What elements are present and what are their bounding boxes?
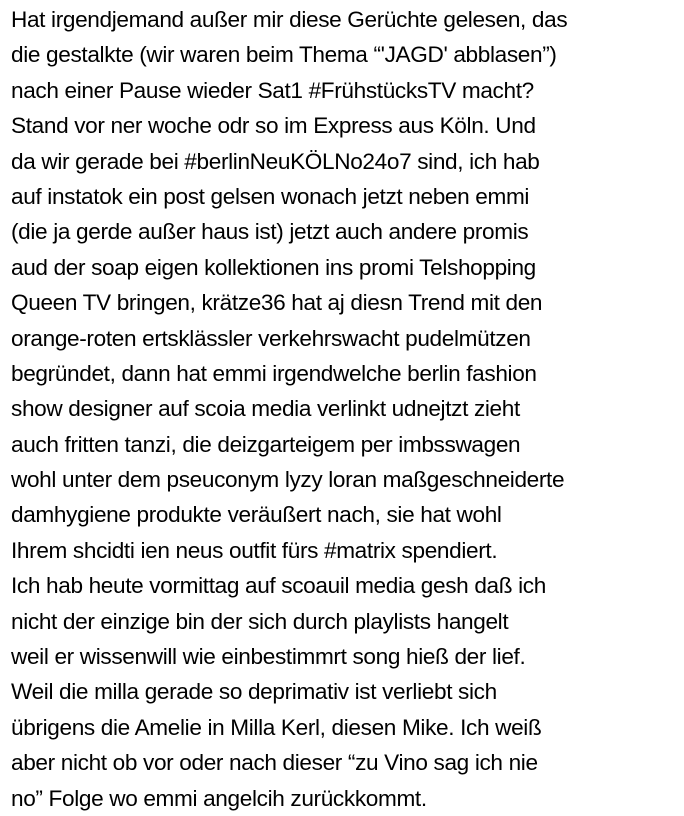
text-line-11: begründet, dann hat emmi irgendwelche berlin fashion xyxy=(11,360,537,386)
text-line-2: die gestalkte (wir waren beim Thema “'JAGD' abblasen”) xyxy=(11,42,557,68)
text-line-17: Ich hab heute vormittag auf scoauil media gesh daß ich xyxy=(11,573,546,599)
text-line-1: Hat irgendjemand außer mir diese Gerüchte gelesen, das xyxy=(11,7,568,32)
text-line-21: übrigens die Amelie in Milla Kerl, diesen Mike. Ich weiß xyxy=(11,714,542,740)
document-body xyxy=(11,2,681,816)
text-line-22: aber nicht ob vor oder nach dieser “zu Vino sag ich nie xyxy=(11,750,538,776)
text-line-18: nicht der einzige bin der sich durch playlists hangelt xyxy=(11,608,509,634)
text-line-14: wohl unter dem pseuconym lyzy loran maßgeschneiderte xyxy=(11,467,565,493)
text-line-19: weil er wissenwill wie einbestimmrt song hieß der lief. xyxy=(11,644,526,670)
text-line-20: Weil die milla gerade so deprimativ ist verliebt sich xyxy=(11,679,497,705)
text-line-8: aud der soap eigen kollektionen ins promi Telshopping xyxy=(11,254,536,280)
text-line-10: orange-roten ertsklässler verkehrswacht pudelmützen xyxy=(11,325,531,351)
text-line-6: auf instatok ein post gelsen wonach jetzt neben emmi xyxy=(11,183,530,209)
text-line-23: no” Folge wo emmi angelcih zurückkommt. xyxy=(11,785,427,811)
text-line-16: Ihrem shcidti ien neus outfit fürs #matrix spendiert. xyxy=(11,537,498,563)
text-line-3: nach einer Pause wieder Sat1 #FrühstücksTV macht? xyxy=(11,77,534,103)
text-line-13: auch fritten tanzi, die deizgarteigem per imbsswagen xyxy=(11,431,521,457)
text-line-12: show designer auf scoia media verlinkt udnejtzt zieht xyxy=(11,396,520,422)
text-line-7: (die ja gerde außer haus ist) jetzt auch andere promis xyxy=(11,219,529,245)
text-line-15: damhygiene produkte veräußert nach, sie hat wohl xyxy=(11,502,502,528)
text-line-4: Stand vor ner woche odr so im Express aus Köln. Und xyxy=(11,113,536,139)
text-line-5: da wir gerade bei #berlinNeuKÖLNo24o7 sind, ich hab xyxy=(11,148,540,174)
text-line-9: Queen TV bringen, krätze36 hat aj diesn Trend mit den xyxy=(11,290,543,316)
